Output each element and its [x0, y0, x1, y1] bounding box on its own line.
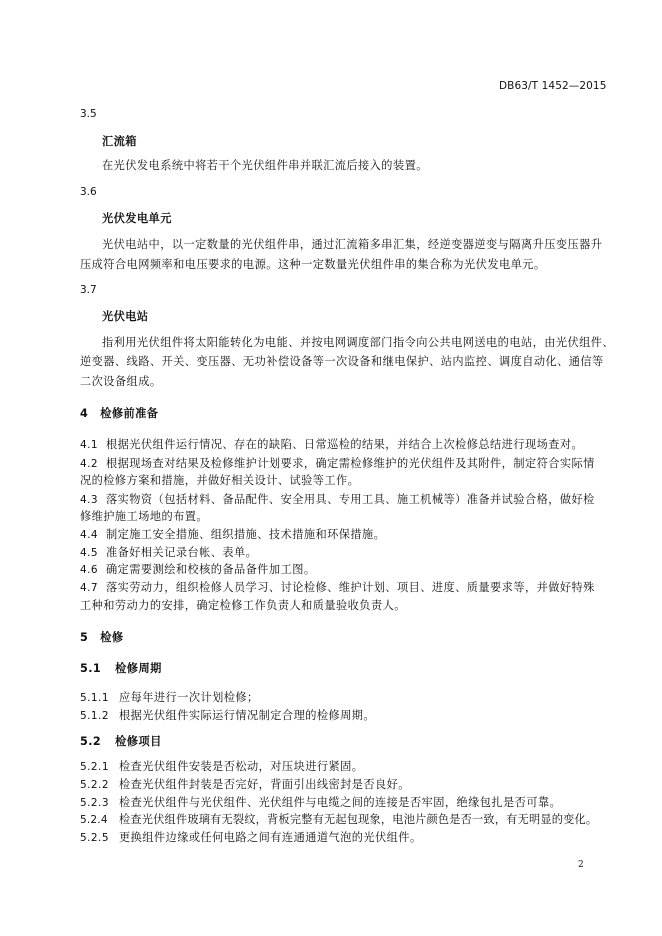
section-heading [80, 405, 158, 421]
section-title: 检修前准备 [100, 407, 159, 420]
clause-number: 5.2.5 [80, 832, 109, 844]
clause-text: 检查光伏组件安装是否松动，对压块进行紧固。 [119, 760, 364, 773]
subsection-heading [80, 660, 162, 676]
term-number: 3.6 [80, 186, 97, 198]
clause-item [80, 436, 583, 452]
clause-item [80, 776, 410, 792]
clause-number: 4.2 [80, 458, 99, 470]
clause-number: 5.2.3 [80, 797, 109, 809]
clause-text: 根据现场查对结果及检修维护计划要求，确定需检修维护的光伏组件及其附件，制定符合实际情 [106, 457, 595, 470]
term-number: 3.5 [80, 108, 97, 120]
clause-text: 准备好相关记录台帐、表单。 [106, 546, 258, 559]
clause-number: 4.3 [80, 494, 99, 506]
clause-number: 4.6 [80, 564, 99, 576]
subsection-title: 检修项目 [115, 735, 162, 748]
clause-item [80, 579, 595, 595]
term-definition-line: 压成符合电网频率和电压要求的电源。这种一定数量光伏组件串的集合称为光伏发电单元。 [80, 258, 546, 271]
term-definition-line: 在光伏发电系统中将若干个光伏组件串并联汇流后接入的装置。 [102, 159, 428, 172]
clause-text: 根据光伏组件实际运行情况制定合理的检修周期。 [119, 709, 376, 722]
term-title: 光伏发电单元 [102, 212, 172, 225]
term-definition-line: 逆变器、线路、开关、变压器、无功补偿设备等一次设备和继电保护、站内监控、调度自动化、通信等 [80, 355, 604, 368]
clause-item [80, 758, 363, 774]
clause-text: 确定需要测绘和校核的备品备件加工图。 [106, 563, 316, 576]
clause-number: 4.7 [80, 582, 99, 594]
clause-text: 落实物资（包括材料、备品配件、安全用具、专用工具、施工机械等）准备并试验合格，做好检 [106, 493, 595, 506]
term-definition-line: 二次设备组成。 [80, 375, 162, 388]
clause-number: 5.2.2 [80, 779, 109, 791]
section-title: 检修 [100, 631, 124, 644]
clause-number: 4.4 [80, 529, 99, 541]
clause-text: 更换组件边缘或任何电路之间有连通通道气泡的光伏组件。 [119, 831, 422, 844]
section-number: 5 [80, 631, 89, 644]
clause-item [80, 707, 375, 723]
clause-text: 检查光伏组件封装是否完好，背面引出线密封是否良好。 [119, 778, 410, 791]
clause-text: 检查光伏组件玻璃有无裂纹，背板完整有无起包现象，电池片颜色是否一致，有无明显的变化。 [119, 813, 598, 826]
term-title: 光伏电站 [102, 310, 149, 323]
clause-text: 应每年进行一次计划检修； [119, 691, 259, 704]
subsection-title: 检修周期 [115, 662, 162, 675]
clause-text-continued: 修维护施工场地的布置。 [80, 510, 209, 523]
term-number: 3.7 [80, 284, 97, 296]
subsection-heading [80, 733, 162, 749]
clause-item [80, 811, 597, 827]
clause-text: 制定施工安全措施、组织措施、技术措施和环保措施。 [106, 528, 386, 541]
clause-item [80, 689, 259, 705]
clause-item [80, 455, 595, 471]
clause-item [80, 794, 561, 810]
subsection-number: 5.2 [80, 735, 102, 748]
term-definition-line: 指利用光伏组件将太阳能转化为电能、并按电网调度部门指令向公共电网送电的电站，由光伏组件、 [102, 336, 615, 349]
clause-item [80, 561, 315, 577]
clause-text: 落实劳动力，组织检修人员学习、讨论检修、维护计划、项目、进度、质量要求等，并做好特殊 [106, 581, 595, 594]
clause-number: 5.2.4 [80, 814, 108, 826]
clause-text-continued: 工种和劳动力的安排，确定检修工作负责人和质量验收负责人。 [80, 599, 406, 612]
term-title: 汇流箱 [102, 135, 137, 148]
section-number: 4 [80, 407, 89, 420]
clause-item [80, 544, 257, 560]
section-heading [80, 629, 124, 645]
clause-number: 4.1 [80, 439, 99, 451]
clause-item [80, 491, 595, 507]
document-code: DB63/T 1452—2015 [499, 80, 607, 92]
term-definition-line: 光伏电站中，以一定数量的光伏组件串，通过汇流箱多串汇集，经逆变器逆变与隔离升压变压器升 [102, 238, 603, 251]
page-number: 2 [578, 860, 584, 870]
subsection-number: 5.1 [80, 662, 102, 675]
clause-item [80, 829, 422, 845]
clause-text-continued: 况的检修方案和措施，并做好相关设计、试验等工作。 [80, 474, 360, 487]
clause-text: 根据光伏组件运行情况、存在的缺陷、日常巡检的结果，并结合上次检修总结进行现场查对。 [106, 438, 584, 451]
clause-item [80, 526, 385, 542]
clause-number: 4.5 [80, 547, 99, 559]
clause-number: 5.1.2 [80, 710, 109, 722]
clause-text: 检查光伏组件与光伏组件、光伏组件与电缆之间的连接是否牢固，绝缘包扎是否可靠。 [119, 796, 562, 809]
clause-number: 5.1.1 [80, 692, 109, 704]
clause-number: 5.2.1 [80, 761, 109, 773]
